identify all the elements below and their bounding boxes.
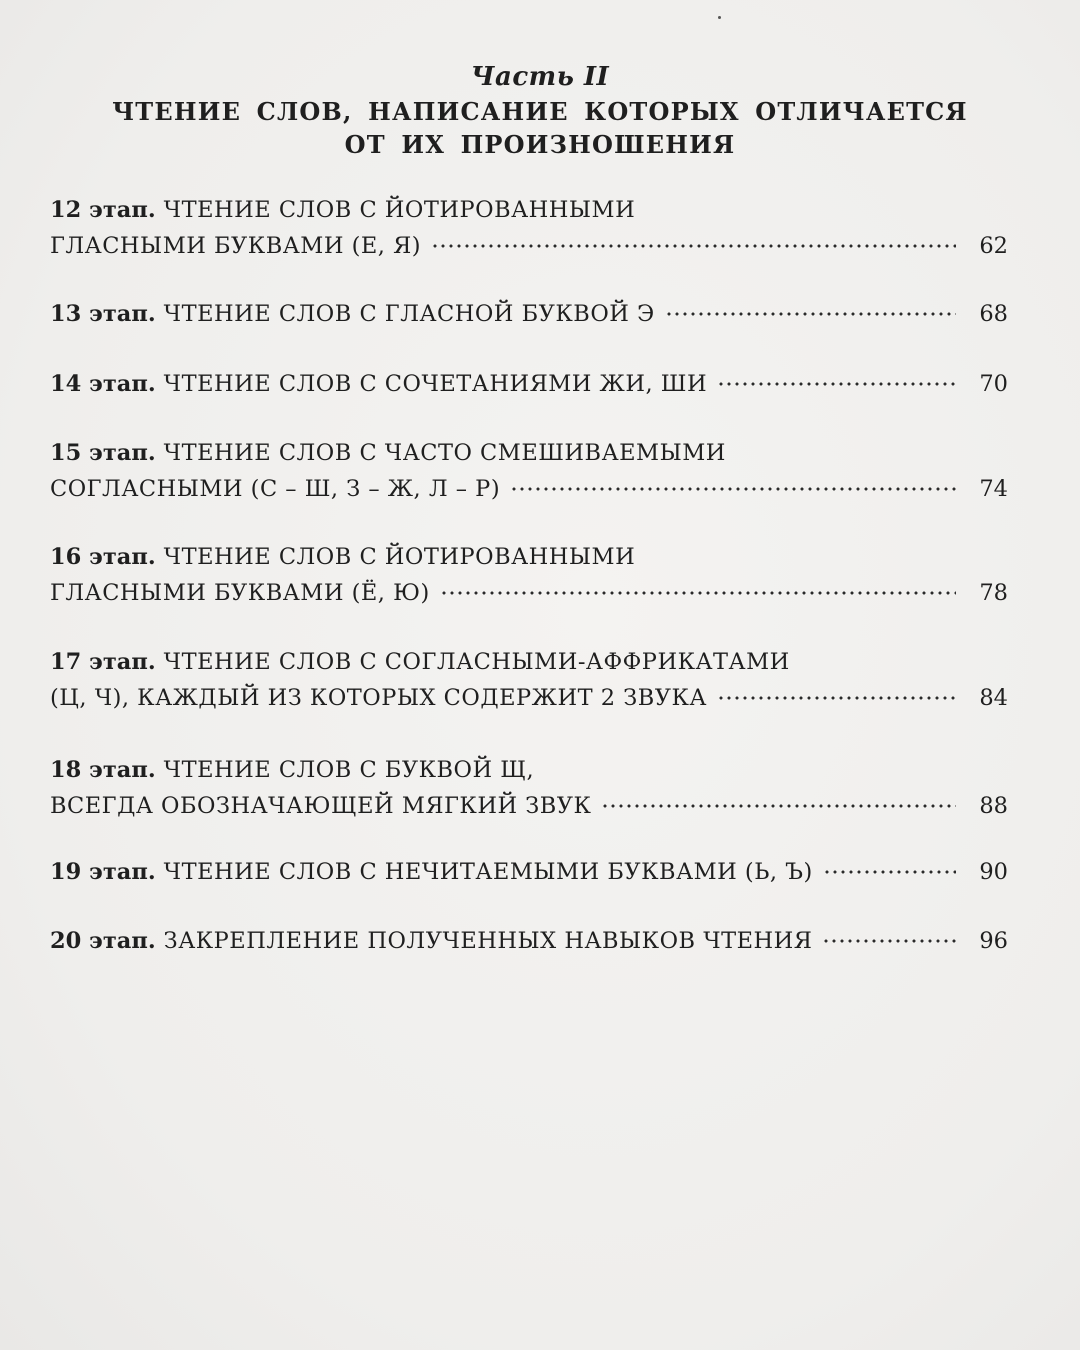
part-title-line-1: ЧТЕНИЕ СЛОВ, НАПИСАНИЕ КОТОРЫХ ОТЛИЧАЕТСЯ — [112, 97, 968, 126]
print-speck — [718, 16, 721, 19]
toc-line — [50, 539, 1008, 575]
stage-number: 13 этап. — [50, 301, 156, 327]
toc-line — [50, 228, 1008, 264]
entry-title: ЧТЕНИЕ СЛОВ С НЕЧИТАЕМЫМИ БУКВАМИ (Ь, Ъ) — [163, 859, 813, 885]
page-number: 78 — [979, 580, 1008, 606]
entry-title: ЧТЕНИЕ СЛОВ С ЧАСТО СМЕШИВАЕМЫМИ — [163, 440, 726, 466]
stage-number: 15 этап. — [50, 440, 156, 466]
toc-line — [50, 296, 1008, 332]
entry-title-continued: СОГЛАСНЫМИ (С – Ш, З – Ж, Л – Р) — [50, 476, 501, 502]
part-label: Часть II — [470, 62, 610, 92]
dot-leader — [717, 382, 956, 386]
toc-entry-18[interactable] — [50, 752, 1008, 824]
dot-leader — [823, 870, 956, 874]
toc-entry-13[interactable] — [50, 296, 1008, 332]
entry-title: ЧТЕНИЕ СЛОВ С ЙОТИРОВАННЫМИ — [163, 544, 636, 570]
page-number: 84 — [979, 685, 1008, 711]
stage-number: 20 этап. — [50, 928, 156, 954]
toc-line — [50, 644, 1008, 680]
entry-title-continued: ГЛАСНЫМИ БУКВАМИ (Е, Я) — [50, 233, 422, 259]
stage-number: 17 этап. — [50, 649, 156, 675]
dot-leader — [510, 487, 956, 491]
page-number: 90 — [979, 859, 1008, 885]
toc-entry-14[interactable] — [50, 366, 1008, 402]
page-number: 74 — [979, 476, 1008, 502]
page-number: 88 — [979, 793, 1008, 819]
stage-number: 19 этап. — [50, 859, 156, 885]
page-number: 62 — [979, 233, 1008, 259]
toc-line — [50, 471, 1008, 507]
stage-number: 14 этап. — [50, 371, 156, 397]
entry-title: ЧТЕНИЕ СЛОВ С БУКВОЙ Щ, — [163, 757, 535, 783]
entry-title-continued: (Ц, Ч), КАЖДЫЙ ИЗ КОТОРЫХ СОДЕРЖИТ 2 ЗВУКА — [50, 685, 707, 711]
page-number: 68 — [979, 301, 1008, 327]
toc-line — [50, 192, 1008, 228]
stage-number: 12 этап. — [50, 197, 156, 223]
toc-entry-12[interactable] — [50, 192, 1008, 264]
toc-entry-19[interactable] — [50, 854, 1008, 890]
toc-line — [50, 575, 1008, 611]
dot-leader — [822, 939, 956, 943]
toc-line — [50, 923, 1008, 959]
toc-line — [50, 788, 1008, 824]
toc-entry-16[interactable] — [50, 539, 1008, 611]
entry-title: ЧТЕНИЕ СЛОВ С СОГЛАСНЫМИ-АФФРИКАТАМИ — [163, 649, 790, 675]
page-number: 96 — [979, 928, 1008, 954]
entry-title-continued: ВСЕГДА ОБОЗНАЧАЮЩЕЙ МЯГКИЙ ЗВУК — [50, 793, 592, 819]
entry-title: ЧТЕНИЕ СЛОВ С ГЛАСНОЙ БУКВОЙ Э — [163, 301, 655, 327]
toc-line — [50, 680, 1008, 716]
toc-line — [50, 854, 1008, 890]
dot-leader — [601, 804, 956, 808]
stage-number: 16 этап. — [50, 544, 156, 570]
entry-title: ЗАКРЕПЛЕНИЕ ПОЛУЧЕННЫХ НАВЫКОВ ЧТЕНИЯ — [163, 928, 813, 954]
toc-line — [50, 435, 1008, 471]
toc-entry-15[interactable] — [50, 435, 1008, 507]
dot-leader — [665, 312, 956, 316]
entry-title: ЧТЕНИЕ СЛОВ С ЙОТИРОВАННЫМИ — [163, 197, 636, 223]
toc-entry-17[interactable] — [50, 644, 1008, 716]
dot-leader — [431, 244, 956, 248]
entry-title-continued: ГЛАСНЫМИ БУКВАМИ (Ё, Ю) — [50, 580, 430, 606]
toc-entry-20[interactable] — [50, 923, 1008, 959]
dot-leader — [717, 696, 956, 700]
part-title-line-2: ОТ ИХ ПРОИЗНОШЕНИЯ — [344, 130, 736, 159]
dot-leader — [440, 591, 956, 595]
entry-title: ЧТЕНИЕ СЛОВ С СОЧЕТАНИЯМИ ЖИ, ШИ — [163, 371, 708, 397]
page-number: 70 — [979, 371, 1008, 397]
toc-line — [50, 366, 1008, 402]
toc-line — [50, 752, 1008, 788]
stage-number: 18 этап. — [50, 757, 156, 783]
